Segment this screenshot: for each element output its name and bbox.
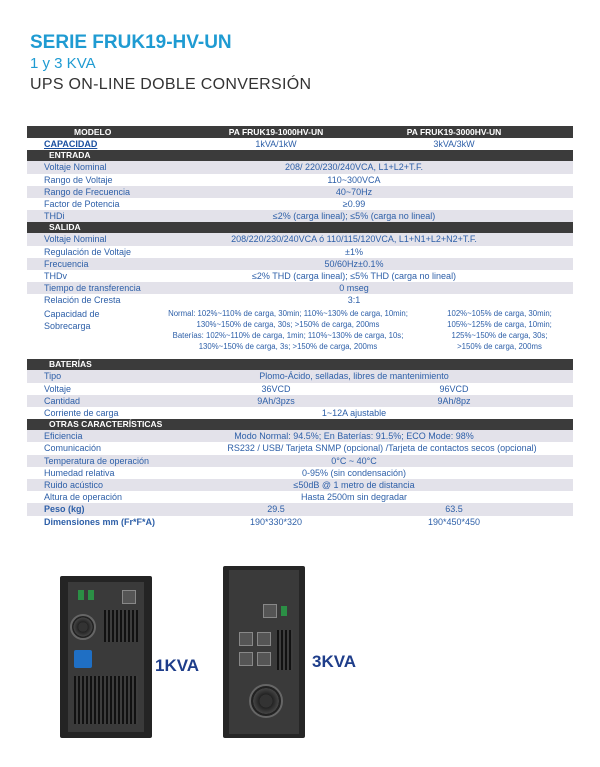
row-label: Voltaje bbox=[44, 383, 72, 394]
row-value: Plomo-Ácido, selladas, libres de mantenimiento bbox=[259, 371, 449, 382]
outlet-icon bbox=[74, 650, 92, 668]
terminal-icon bbox=[78, 590, 84, 600]
row-value-1: 29.5 bbox=[267, 504, 285, 515]
table-row bbox=[27, 442, 573, 454]
row-value: Modo Normal: 94.5%; En Baterías: 91.5%; ECO Mode: 98% bbox=[234, 431, 474, 442]
row-value-1: 190*330*320 bbox=[249, 516, 303, 527]
grill-icon bbox=[104, 610, 138, 642]
overload-line: 130%~150% de carga, 3s; >150% de carga, 200ms bbox=[198, 342, 378, 352]
image-label-1kva: 1KVA bbox=[155, 656, 200, 675]
section-otras: OTRAS CARACTERÍSTICAS bbox=[27, 419, 573, 430]
series-description: UPS ON-LINE DOBLE CONVERSIÓN bbox=[30, 76, 312, 93]
row-value: 0-95% (sin condensación) bbox=[301, 467, 407, 478]
outlet-icon bbox=[239, 652, 253, 666]
table-row bbox=[27, 455, 573, 467]
overload-line: Normal: 102%~110% de carga, 30min; 110%~130% de carga, 10min; bbox=[168, 309, 408, 319]
row-value-2: 190*450*450 bbox=[427, 516, 481, 527]
outlet-icon bbox=[257, 652, 271, 666]
row-value: ≤2% THD (carga lineal); ≤5% THD (carga no lineal) bbox=[251, 270, 457, 281]
row-value: ≥0.99 bbox=[342, 198, 366, 209]
table-row bbox=[27, 516, 573, 528]
image-label-3kva: 3KVA bbox=[312, 652, 357, 671]
table-row bbox=[27, 395, 573, 407]
row-label: Corriente de carga bbox=[44, 408, 119, 418]
table-row bbox=[27, 174, 573, 186]
fan-icon bbox=[249, 684, 283, 718]
row-label: Rango de Frecuencia bbox=[44, 186, 131, 197]
row-label: Ruido acústico bbox=[44, 479, 104, 490]
capacity-label: CAPACIDAD bbox=[44, 139, 98, 150]
overload-label-1: Capacidad de bbox=[44, 309, 100, 320]
row-value-2: 63.5 bbox=[445, 504, 463, 515]
row-label: Altura de operación bbox=[44, 492, 123, 503]
overload-line: 105%~125% de carga, 10min; bbox=[447, 320, 552, 330]
overload-line: 125%~150% de carga, 30s; bbox=[451, 331, 548, 341]
row-value-1: 9Ah/3pzs bbox=[257, 395, 295, 406]
row-value-1: 36VCD bbox=[261, 383, 291, 394]
terminal-icon bbox=[88, 590, 94, 600]
capacity-v1: 1kVA/1kW bbox=[255, 139, 297, 150]
row-value-2: 96VCD bbox=[439, 383, 469, 394]
row-label: Voltaje Nominal bbox=[44, 162, 107, 173]
row-label: Cantidad bbox=[44, 395, 81, 406]
row-label: Dimensiones mm (Fr*F*A) bbox=[44, 516, 156, 527]
series-title: SERIE FRUK19-HV-UN bbox=[30, 32, 232, 53]
spec-table bbox=[27, 126, 573, 528]
row-label: Rango de Voltaje bbox=[44, 174, 113, 185]
row-value: 40~70Hz bbox=[335, 186, 373, 197]
row-value: Hasta 2500m sin degradar bbox=[300, 492, 408, 503]
overload-line: 102%~105% de carga, 30min; bbox=[447, 309, 552, 319]
row-value: 208/220/230/240VCA ó 110/115/120VCA, L1+N1+L2+N2+T.F. bbox=[231, 234, 477, 245]
table-row bbox=[27, 161, 573, 173]
section-baterias: BATERÍAS bbox=[27, 359, 573, 370]
row-value: ±1% bbox=[345, 246, 363, 257]
row-value: ≤2% (carga lineal); ≤5% (carga no lineal) bbox=[272, 211, 436, 222]
table-row bbox=[27, 491, 573, 503]
section-entrada: ENTRADA bbox=[27, 150, 573, 161]
table-row bbox=[27, 430, 573, 442]
row-value: 1~12A ajustable bbox=[321, 408, 387, 418]
row-label: Relación de Cresta bbox=[44, 295, 121, 306]
row-value-2: 9Ah/8pz bbox=[437, 395, 471, 406]
table-row bbox=[27, 383, 573, 395]
outlet-icon bbox=[239, 632, 253, 646]
overload-line: 130%~150% de carga, 30s; >150% de carga, 200ms bbox=[196, 320, 380, 330]
row-value: 208/ 220/230/240VCA, L1+L2+T.F. bbox=[284, 162, 424, 173]
port-icon bbox=[263, 604, 277, 618]
row-label: Tipo bbox=[44, 371, 62, 382]
header-model: MODELO bbox=[74, 127, 112, 137]
row-label: Comunicación bbox=[44, 443, 102, 454]
overload-label bbox=[44, 308, 100, 332]
ups-1kva-image bbox=[60, 576, 152, 738]
port-icon bbox=[122, 590, 136, 604]
row-label: Humedad relativa bbox=[44, 467, 115, 478]
table-row bbox=[27, 503, 573, 515]
table-row bbox=[27, 407, 573, 419]
overload-label-2: Sobrecarga bbox=[44, 321, 91, 332]
row-label: Temperatura de operación bbox=[44, 455, 150, 466]
table-row bbox=[27, 282, 573, 294]
row-label: Eficiencia bbox=[44, 431, 83, 442]
section-salida: SALIDA bbox=[27, 222, 573, 233]
overload-3kva bbox=[422, 308, 577, 352]
row-value: RS232 / USB/ Tarjeta SNMP (opcional) /Tarjeta de contactos secos (opcional) bbox=[227, 443, 537, 454]
row-label: Regulación de Voltaje bbox=[44, 246, 132, 257]
terminal-icon bbox=[281, 606, 287, 616]
row-value: ≤50dB @ 1 metro de distancia bbox=[293, 479, 415, 490]
table-header-row bbox=[27, 126, 573, 138]
table-row bbox=[27, 246, 573, 258]
overload-1kva bbox=[138, 308, 438, 352]
row-label: Frecuencia bbox=[44, 258, 89, 269]
row-value: 0°C ~ 40°C bbox=[331, 455, 377, 466]
table-row bbox=[27, 479, 573, 491]
row-value: 50/60Hz±0.1% bbox=[324, 258, 384, 269]
table-row bbox=[27, 198, 573, 210]
table-row bbox=[27, 370, 573, 382]
row-value: 3:1 bbox=[347, 295, 361, 306]
table-row bbox=[27, 270, 573, 282]
grill-icon bbox=[277, 630, 293, 670]
overload-line: Baterías: 102%~110% de carga, 1min; 110%~130% de carga, 10s; bbox=[172, 331, 404, 341]
ups-3kva-image bbox=[223, 566, 305, 738]
table-row bbox=[27, 467, 573, 479]
vent-icon bbox=[74, 676, 138, 724]
header-model-2: PA FRUK19-3000HV-UN bbox=[406, 127, 502, 137]
row-label: Tiempo de transferencia bbox=[44, 283, 141, 294]
table-row bbox=[27, 233, 573, 245]
row-value: 110~300VCA bbox=[327, 174, 381, 185]
table-row bbox=[27, 186, 573, 198]
overload-line: >150% de carga, 200ms bbox=[457, 342, 542, 352]
capacity-row bbox=[27, 138, 573, 150]
row-value: 0 mseg bbox=[339, 283, 369, 294]
table-row bbox=[27, 258, 573, 270]
table-row bbox=[27, 210, 573, 222]
row-label: Factor de Potencia bbox=[44, 198, 120, 209]
row-label: THDv bbox=[44, 270, 67, 281]
header-model-1: PA FRUK19-1000HV-UN bbox=[228, 127, 324, 137]
table-row bbox=[27, 294, 573, 306]
row-label: Voltaje Nominal bbox=[44, 234, 107, 245]
row-label: THDi bbox=[44, 211, 65, 222]
switch-icon bbox=[70, 614, 96, 640]
row-label: Peso (kg) bbox=[44, 504, 85, 515]
series-subtitle: 1 y 3 KVA bbox=[30, 55, 96, 72]
capacity-v2: 3kVA/3kW bbox=[433, 139, 475, 150]
outlet-icon bbox=[257, 632, 271, 646]
overload-row bbox=[27, 306, 573, 356]
